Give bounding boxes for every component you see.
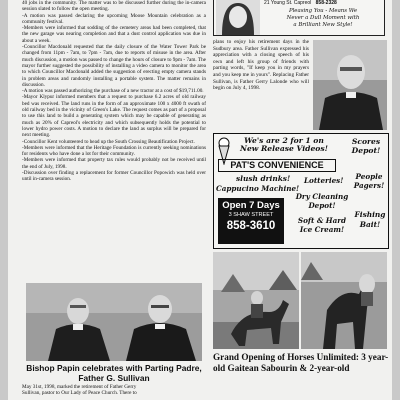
ad-slogan-line: We's are 2 for 1 on: [244, 136, 324, 145]
article-paragraph: -Members were informed that property tax rules would probably not be received until the end of July, 1998.: [22, 157, 206, 170]
council-minutes-article: [22, 0, 206, 183]
ad-slogan-line: Never a Dull Moment with: [286, 15, 360, 21]
article-paragraph: -Members were informed that the Heritage Foundation is currently seeking nominations for residents who have done a lot for their community.: [22, 144, 206, 158]
story-line: May 31st, 1998, marked the retirement of Father Gerry: [22, 384, 137, 390]
ad-slogan: [264, 8, 382, 29]
story-line: Sullivan, pastor to Our Lady of Peace Church. There to: [22, 390, 137, 397]
horse-rider-photo-right: [301, 252, 387, 349]
ad-item-cappuccino: Cappucino Machine!: [216, 184, 300, 193]
horse-child-image: [213, 252, 299, 349]
article-paragraph: -Mayor Klypur informed members that a request to purchase 6.2 acres of old railway bed was received. The land runs in the form of an approximate 100 x 4000 ft swath of old railway bed in the vicinity of Green's Lake. The request comes as part of a proposal to use this land to build a generating system which may be capable of generating as much as 20% of Capreol's electricity and which subsequently holds the potential to lower hydro power costs. A motion to declare the land as surplus will be prepared for next meeting.: [22, 94, 206, 139]
ad-item-lotteries: Lotteries!: [304, 176, 344, 185]
article-paragraph: -A motion was passed authorizing the purchase of a new tractor at a cost of $19,711.00.: [22, 88, 204, 95]
ad-item-soft-hard-ice-cream: Soft & Hard Ice Cream!: [297, 216, 347, 234]
ad-slogan-line: Pleasing You - Means We: [288, 8, 358, 14]
article-paragraph: -Discussion over finding a replacement for former Councillor Popowich was held over until in-camera session.: [22, 170, 206, 183]
story-body: [22, 384, 206, 396]
article-paragraph: -Members were informed that sodding of the cemetery areas had been completed, that the new garage was nearing completion and that a dust control application was due in about a week.: [22, 25, 206, 44]
store-address: 3 SHAW STREET: [228, 212, 274, 218]
store-phone: 858-3610: [226, 220, 276, 232]
ad-item-people-pagers: People Pagers!: [353, 172, 385, 190]
newspaper-page: [8, 0, 392, 400]
horse-rider-photo-left: [213, 252, 299, 349]
ad-item-slush: slush drinks!: [236, 174, 291, 183]
bishop-priest-photo: [26, 283, 202, 361]
ad-slogan-line: New Release Videos!: [240, 144, 328, 154]
article-paragraph: -Councillor Kent volunteered to head up the South Crossing Beautification Project.: [22, 138, 195, 145]
ad-scores-depot: Scores Depot!: [351, 137, 381, 155]
pats-convenience-ad: [213, 133, 389, 249]
priest-portrait: [313, 40, 387, 130]
father-sullivan-photo: [313, 40, 387, 130]
ad-address: 21 Young St. Capreol: [264, 0, 312, 6]
hours-box: [218, 198, 284, 244]
woman-portrait-icon: [216, 0, 260, 35]
retirement-article-text: plans to enjoy his retirement days in the Sudbury area. Father Sullivan expressed his appreciation with a closing speech of his own and left his group of friends with parting words, "If keep you in my prayers and you keep me in yours". Replacing Father Sullivan, is Father Gerry Lalonde who will begin on July 4, 1998.: [213, 39, 309, 92]
ad-contact-line: [264, 0, 337, 6]
hair-salon-ad: [213, 0, 385, 36]
open-hours: Open 7 Days: [222, 200, 280, 211]
story-headline: Bishop Papin celebrates with Parting Padre, Father G. Sullivan: [26, 363, 202, 383]
store-name-banner: PAT'S CONVENIENCE: [218, 159, 336, 172]
horse-toddler-image: [301, 252, 387, 349]
ad-item-dry-cleaning: Dry Cleaning Depot!: [295, 192, 349, 210]
article-paragraph: -A motion was passed declaring the upcoming Moose Mountain celebration as a community festival.: [22, 12, 206, 25]
ad-item-fishing-bait: Fishing Bait!: [354, 210, 386, 229]
article-paragraph: 40 jobs in the community. The matter was to be discussed further during the in-camera session slated to follow the open meeting.: [22, 0, 206, 13]
photo-figures: [26, 283, 202, 361]
right-column: [211, 0, 389, 400]
ad-video-slogan: [234, 137, 334, 154]
left-column: [22, 0, 206, 400]
article-paragraph: -Councillor Macdonald requested that the daily closure of the Water Tower Park be changed from 11pm - 7am, to 7pm - 7am, due to reports of misuse in the area. After much discussion, a motion was passed to change the hours of closure to 9pm - 7am. The mayor further suggested the possibility of installing a video camera to monitor the area to which Councillor Macdonald added the suggestion of erecting empty camera stands in problem areas and randomly installing a portable system. The matter remains in discussion.: [22, 44, 206, 88]
ad-slogan-line: a Brilliant New Style!: [293, 22, 353, 28]
ad-phone: 858-2328: [315, 0, 337, 6]
horses-unlimited-headline: Grand Opening of Horses Unlimited: 3 year-old Gaitean Sabourin & 2-year-old: [213, 352, 389, 373]
